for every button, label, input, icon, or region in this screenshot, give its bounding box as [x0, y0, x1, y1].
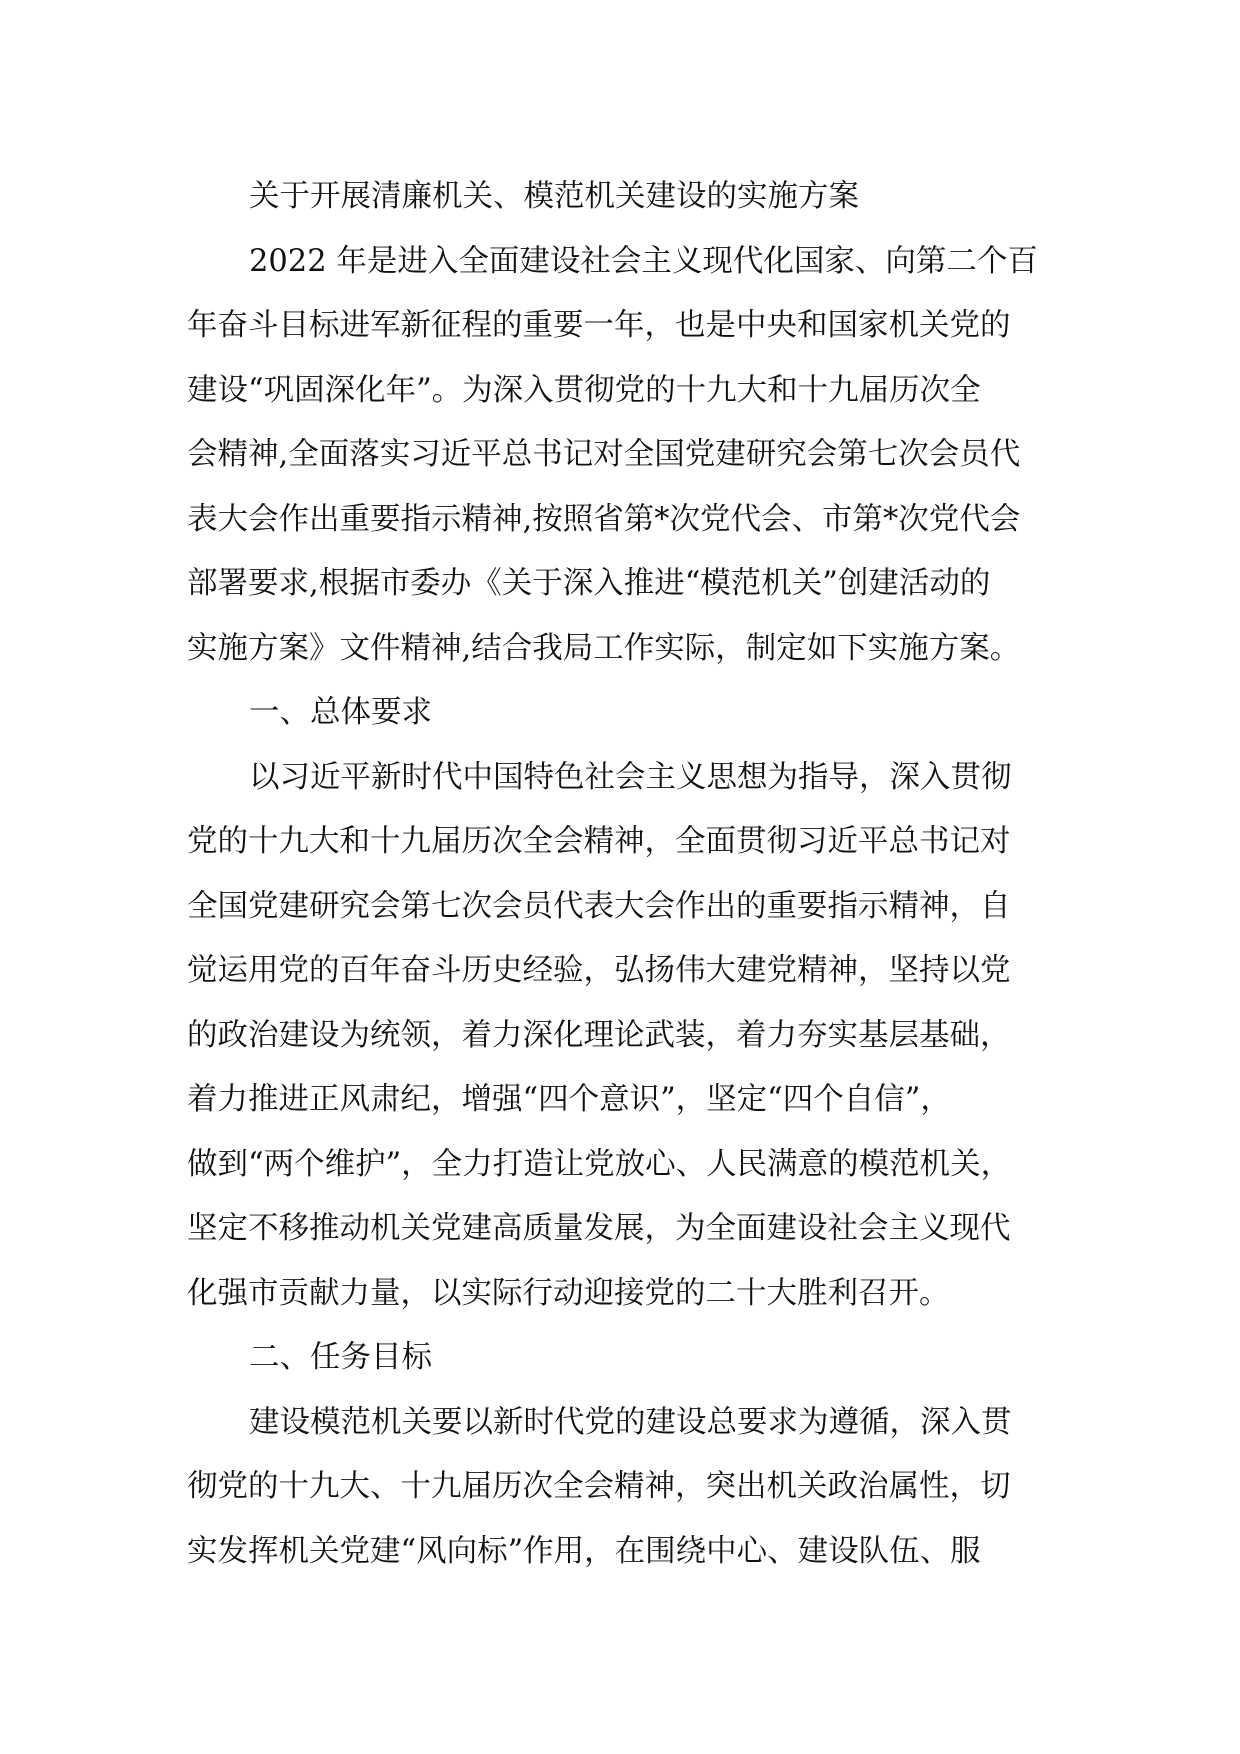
- paragraph-line: 党的十九大和十九届历次全会精神，全面贯彻习近平总书记对: [187, 824, 1011, 859]
- paragraph-line: 年奋斗目标进军新征程的重要一年，也是中央和国家机关党的: [187, 308, 1011, 343]
- paragraph-line: 会精神,全面落实习近平总书记对全国党建研究会第七次会员代: [187, 437, 1021, 472]
- paragraph-line: 实发挥机关党建“风向标”作用，在围绕中心、建设队伍、服: [187, 1533, 981, 1569]
- paragraph-line: 全国党建研究会第七次会员代表大会作出的重要指示精神，自: [187, 888, 1011, 924]
- paragraph-line: 坚定不移推动机关党建高质量发展，为全面建设社会主义现代: [187, 1211, 1011, 1246]
- paragraph-line: 实施方案》文件精神,结合我局工作实际，制定如下实施方案。: [187, 630, 1021, 666]
- paragraph-line: 表大会作出重要指示精神,按照省第*次党代会、市第*次党代会: [187, 501, 1021, 537]
- paragraph-line: 着力推进正风肃纪，增强“四个意识”，坚定“四个自信”，: [187, 1082, 951, 1117]
- paragraph-line: 化强市贡献力量，以实际行动迎接党的二十大胜利召开。: [187, 1275, 950, 1311]
- paragraph-line: 彻党的十九大、十九届历次全会精神，突出机关政治属性，切: [187, 1469, 1011, 1504]
- paragraph-line: 觉运用党的百年奋斗历史经验，弘扬伟大建党精神，坚持以党: [187, 953, 1011, 988]
- paragraph-line: 建设模范机关要以新时代党的建设总要求为遵循，深入贯: [249, 1404, 1012, 1440]
- paragraph-line: 以习近平新时代中国特色社会主义思想为指导，深入贯彻: [249, 759, 1012, 795]
- paragraph-line: 的政治建设为统领，着力深化理论武装，着力夯实基层基础，: [187, 1017, 1011, 1053]
- section-heading-2: 二、任务目标: [249, 1340, 432, 1375]
- paragraph-line: 做到“两个维护”，全力打造让党放心、人民满意的模范机关，: [187, 1146, 1012, 1182]
- paragraph-line: 建设“巩固深化年”。为深入贯彻党的十九大和十九届历次全: [187, 372, 981, 408]
- document-body: [187, 165, 1067, 1584]
- section-heading-1: 一、总体要求: [249, 695, 432, 730]
- paragraph-line: 2022 年是进入全面建设社会主义现代化国家、向第二个百: [249, 243, 1038, 279]
- paragraph-line: 部署要求,根据市委办《关于深入推进“模范机关”创建活动的: [187, 566, 991, 601]
- document-title: 关于开展清廉机关、模范机关建设的实施方案: [249, 179, 859, 214]
